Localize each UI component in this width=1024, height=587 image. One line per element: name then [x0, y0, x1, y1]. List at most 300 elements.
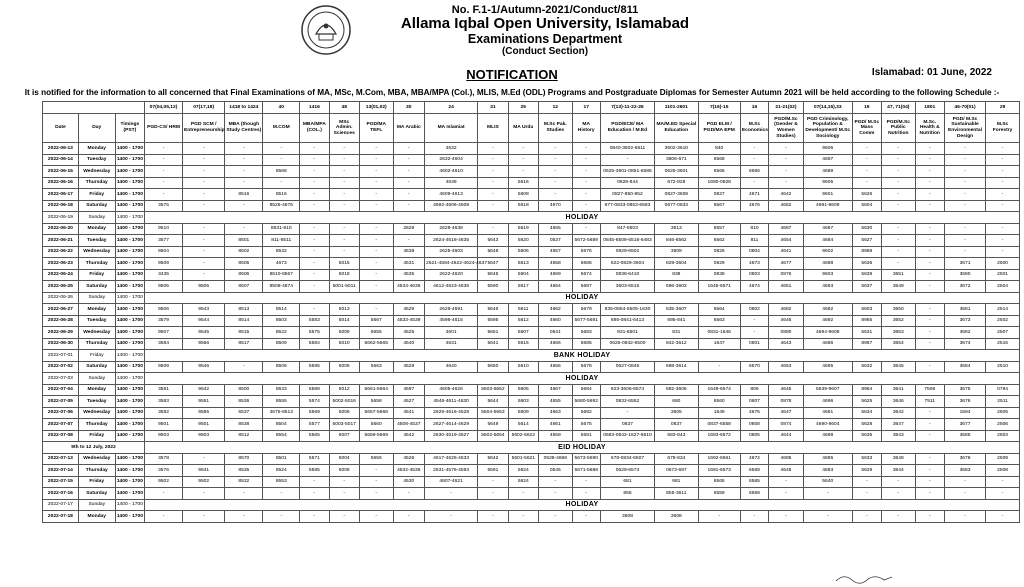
paper-code-cell: 5004	[329, 453, 359, 465]
paper-code-cell: -	[944, 223, 985, 235]
paper-code-cell: 8967	[852, 338, 881, 350]
paper-code-cell: 9602	[803, 246, 852, 258]
paper-code-cell: 8509	[263, 338, 300, 350]
timing-cell: 1400 - 1700	[115, 373, 144, 385]
paper-code-cell: 4657	[538, 246, 572, 258]
paper-code-cell: 4687	[769, 223, 804, 235]
paper-code-cell: -	[300, 511, 329, 523]
paper-code-cell: -	[359, 200, 393, 212]
paper-code-cell: 4670	[538, 200, 572, 212]
notification-title: NOTIFICATION	[466, 67, 558, 82]
paper-code-cell: 3605	[655, 407, 698, 419]
paper-code-cell: 5503-5652	[478, 384, 508, 396]
paper-code-cell: 6564	[698, 304, 740, 316]
timing-cell: 1400 - 1700	[115, 189, 144, 201]
paper-code-cell: 5001-5011	[329, 281, 359, 293]
paper-code-cell: 4541	[393, 407, 424, 419]
paper-code-cell: -	[329, 166, 359, 178]
paper-code-cell: 0829	[698, 258, 740, 270]
paper-code-cell: 5590	[478, 281, 508, 293]
paper-code-cell: 5625	[852, 396, 881, 408]
schedule-row	[43, 453, 1020, 465]
paper-code-cell: 5604	[508, 269, 538, 281]
schedule-row	[43, 223, 1020, 235]
paper-code-cell: -	[769, 154, 804, 166]
timing-cell: 1400 - 1700	[115, 246, 144, 258]
paper-code-cell: 8526-4676	[263, 200, 300, 212]
paper-code-cell: 5569	[300, 407, 329, 419]
paper-code-cell: 3685	[944, 430, 985, 442]
paper-code-cell: 5005	[329, 361, 359, 373]
paper-code-cell: 840	[698, 143, 740, 155]
paper-code-cell: -	[881, 511, 915, 523]
paper-code-cell: 3647	[881, 419, 915, 431]
paper-code-cell: 2624-4618-4635	[425, 235, 478, 247]
date-cell: 2022-06-13	[43, 143, 79, 155]
date-cell: 2022-06-29	[43, 327, 79, 339]
paper-code-cell: 835-0854-6505-1630	[600, 304, 654, 316]
paper-code-cell: -	[915, 154, 944, 166]
paper-code-cell: 3646	[881, 396, 915, 408]
paper-code-cell: 5656	[359, 453, 393, 465]
day-cell: Wednesday	[78, 166, 115, 178]
paper-code-cell: -	[769, 166, 804, 178]
paper-code-cell: 2516	[986, 338, 1020, 350]
paper-code-cell: 4535	[393, 269, 424, 281]
paper-code-cell: 2628	[393, 223, 424, 235]
paper-code-cell: 5595	[478, 315, 508, 327]
paper-code-cell: 3651	[881, 269, 915, 281]
column-header: PGD/ M.Sc Sustainable Environmental Design	[944, 114, 985, 143]
paper-code-cell: 5680-5692	[572, 396, 600, 408]
paper-code-cell: -	[944, 166, 985, 178]
paper-code-cell: -	[915, 315, 944, 327]
paper-code-cell: 4542	[393, 430, 424, 442]
paper-code-cell: 698-3614	[655, 361, 698, 373]
paper-code-cell: 8504	[263, 419, 300, 431]
date-cell: 2022-07-15	[43, 476, 79, 488]
paper-code-cell: 4690-9604	[803, 419, 852, 431]
paper-code-cell: 4662	[538, 304, 572, 316]
paper-code-cell: -	[183, 154, 225, 166]
paper-code-cell: -	[329, 246, 359, 258]
paper-code-cell: 5608	[508, 189, 538, 201]
paper-code-cell: 3608	[600, 511, 654, 523]
paper-code-cell: 5686	[572, 258, 600, 270]
paper-code-cell: 2500	[986, 258, 1020, 270]
paper-code-cell: 3578	[145, 453, 183, 465]
day-cell: Saturday	[78, 200, 115, 212]
paper-code-cell: 3584	[145, 338, 183, 350]
paper-code-cell: 683-843	[655, 430, 698, 442]
paper-code-cell: 5675	[572, 419, 600, 431]
paper-code-cell: 6562	[698, 235, 740, 247]
paper-code-cell: -	[359, 143, 393, 155]
paper-code-cell: 3674	[944, 338, 985, 350]
date-cell: 2022-06-19	[43, 212, 79, 224]
timing-cell: 1400 - 1700	[115, 476, 144, 488]
date-cell: 2022-06-22	[43, 246, 79, 258]
paper-code-cell: -	[740, 154, 768, 166]
paper-code-cell: 0805	[740, 430, 768, 442]
paper-code-cell: 3677	[944, 419, 985, 431]
paper-code-cell: 4652	[769, 200, 804, 212]
paper-code-cell: 9546	[183, 361, 225, 373]
date-cell: 2022-07-08	[43, 430, 79, 442]
paper-code-cell: 3675	[944, 384, 985, 396]
paper-code-cell: 3583	[145, 396, 183, 408]
paper-code-cell: 2503	[986, 430, 1020, 442]
column-header: MA Islamiat	[425, 114, 478, 143]
paper-code-cell: -	[915, 189, 944, 201]
paper-code-cell: 9541	[183, 465, 225, 477]
paper-code-cell: 2507	[986, 327, 1020, 339]
timing-cell: 1400 - 1700	[115, 396, 144, 408]
course-code-cell: 19	[852, 102, 881, 114]
paper-code-cell: 9507	[145, 327, 183, 339]
day-cell: Friday	[78, 476, 115, 488]
paper-code-cell: 2504	[986, 281, 1020, 293]
paper-code-cell: 4684	[803, 235, 852, 247]
paper-code-cell: 672-828	[655, 177, 698, 189]
day-cell: Wednesday	[78, 327, 115, 339]
course-code-cell: 40	[263, 102, 300, 114]
paper-code-cell: 6537	[225, 407, 263, 419]
paper-code-cell: -	[145, 154, 183, 166]
paper-code-cell: 9502	[145, 476, 183, 488]
paper-code-cell: 4641	[769, 246, 804, 258]
paper-code-cell: 8502	[225, 246, 263, 258]
paper-code-cell: 8524	[263, 465, 300, 477]
paper-code-cell: 4687	[803, 223, 852, 235]
paper-code-cell: -	[478, 511, 508, 523]
paper-code-cell: 682-3606	[655, 384, 698, 396]
column-header: MSc Admin. Sciences	[329, 114, 359, 143]
paper-code-cell: 4617-4625-4633	[425, 453, 478, 465]
paper-code-cell: 2630-4619-4627	[425, 430, 478, 442]
paper-code-cell: -	[300, 177, 329, 189]
intro-paragraph: It is notified for the information to all concerned that Final Examinations of MA, MSc, M.Com, MBA, MBA/MPA (Col.), MLIS, M.Ed (ODL) Programs and Postgraduate Diplomas for Semester Autumn 2021 will be held according to the following Schedule :-	[24, 88, 1000, 97]
paper-code-cell: -	[740, 143, 768, 155]
paper-code-cell: 5612	[508, 315, 538, 327]
paper-code-cell: 4529	[393, 304, 424, 316]
day-cell: Friday	[78, 189, 115, 201]
paper-code-cell: 4661	[538, 419, 572, 431]
paper-code-cell: 4643	[769, 338, 804, 350]
paper-code-cell: 5502-5654	[478, 430, 508, 442]
paper-code-cell: 5010	[329, 338, 359, 350]
paper-code-cell: -	[359, 177, 393, 189]
paper-code-cell: 4698	[803, 430, 852, 442]
paper-code-cell: 3576	[145, 465, 183, 477]
paper-code-cell: 681	[600, 476, 654, 488]
date-cell: 2022-06-23	[43, 258, 79, 270]
paper-code-cell: 0827-850-852	[600, 189, 654, 201]
paper-code-cell: 3671	[944, 258, 985, 270]
paper-code-cell: -	[881, 166, 915, 178]
day-cell: Thursday	[78, 419, 115, 431]
paper-code-cell: 3602-3610	[655, 143, 698, 155]
paper-code-cell: -	[852, 143, 881, 155]
paper-code-cell: -	[769, 143, 804, 155]
paper-code-cell: 5613	[508, 258, 538, 270]
column-header: M.Sc Economics	[740, 114, 768, 143]
column-header: Day	[78, 114, 115, 143]
paper-code-cell: 5658	[359, 396, 393, 408]
paper-code-cell: -	[698, 511, 740, 523]
day-cell: Thursday	[78, 177, 115, 189]
schedule-row	[43, 488, 1020, 500]
paper-code-cell: 5633	[852, 453, 881, 465]
paper-code-cell: -	[986, 511, 1020, 523]
paper-code-cell: -	[183, 143, 225, 155]
paper-code-cell: 5638	[852, 269, 881, 281]
paper-code-cell: 8501	[263, 453, 300, 465]
timing-cell: 1400 - 1700	[115, 315, 144, 327]
paper-code-cell: -	[183, 200, 225, 212]
paper-code-cell: -	[225, 223, 263, 235]
schedule-row	[43, 315, 1020, 327]
paper-code-cell: 6565	[740, 476, 768, 488]
paper-code-cell: 0537	[538, 235, 572, 247]
course-code-cell: 13(01,02)	[359, 102, 393, 114]
paper-code-cell: -	[359, 258, 393, 270]
paper-code-cell: -	[915, 407, 944, 419]
day-cell: Sunday	[78, 212, 115, 224]
paper-code-cell: 1647	[698, 338, 740, 350]
paper-code-cell: -	[915, 419, 944, 431]
paper-code-cell: -	[881, 488, 915, 500]
paper-code-cell: 8512	[225, 430, 263, 442]
paper-code-cell: 680	[655, 396, 698, 408]
timing-cell: 1400 - 1700	[115, 212, 144, 224]
paper-code-cell: 5662-5665	[359, 338, 393, 350]
paper-code-cell: -	[393, 166, 424, 178]
paper-code-cell: 6563	[698, 315, 740, 327]
day-cell: Friday	[78, 269, 115, 281]
day-cell: Friday	[78, 350, 115, 362]
paper-code-cell: -	[300, 189, 329, 201]
paper-code-cell: 1693-6572	[698, 430, 740, 442]
section-name: (Conduct Section)	[501, 46, 589, 58]
schedule-row	[43, 361, 1020, 373]
paper-code-cell: 4651	[769, 281, 804, 293]
day-cell: Sunday	[78, 373, 115, 385]
paper-code-cell: 4674	[740, 281, 768, 293]
paper-code-cell: -	[572, 143, 600, 155]
paper-code-cell: 3608	[655, 511, 698, 523]
paper-code-cell: -	[740, 315, 768, 327]
timing-cell: 1400 - 1700	[115, 407, 144, 419]
paper-code-cell: -	[225, 511, 263, 523]
paper-code-cell: 8507	[225, 281, 263, 293]
paper-code-cell: 1691-6573	[698, 465, 740, 477]
paper-code-cell: -	[572, 200, 600, 212]
date-cell: 2022-07-14	[43, 465, 79, 477]
course-code-cell: 16	[740, 102, 768, 114]
paper-code-cell: -	[986, 488, 1020, 500]
paper-code-cell: 4525	[393, 327, 424, 339]
paper-code-cell: 5574	[300, 396, 329, 408]
column-header: M.Sc Forestry	[986, 114, 1020, 143]
paper-code-cell: 4659	[538, 430, 572, 442]
paper-code-cell: 4642	[769, 189, 804, 201]
paper-code-cell: 3678	[944, 453, 985, 465]
university-seal-icon	[300, 4, 352, 56]
paper-code-cell: 4605-4626	[425, 384, 478, 396]
paper-code-cell: 5584	[300, 338, 329, 350]
paper-code-cell: 4686	[803, 338, 852, 350]
paper-code-cell: 2502	[986, 315, 1020, 327]
day-cell: Friday	[78, 430, 115, 442]
paper-code-cell: -	[538, 511, 572, 523]
course-code-cell: 48	[329, 102, 359, 114]
paper-code-cell: 1692-6561	[698, 453, 740, 465]
paper-code-cell: 5575	[300, 327, 329, 339]
paper-code-cell: 8554	[263, 430, 300, 442]
paper-code-cell: 5012	[329, 384, 359, 396]
paper-code-cell: 8516	[225, 189, 263, 201]
paper-code-cell: 842-3612	[655, 338, 698, 350]
paper-code-cell: 0838	[698, 269, 740, 281]
paper-code-cell: -	[183, 166, 225, 178]
paper-code-cell: -	[393, 235, 424, 247]
paper-code-cell: -	[329, 189, 359, 201]
paper-code-cell: 3684	[944, 361, 985, 373]
paper-code-cell: 8514	[225, 315, 263, 327]
paper-code-cell: -	[225, 154, 263, 166]
paper-code-cell: 0874	[769, 419, 804, 431]
paper-code-cell: 5655	[359, 327, 393, 339]
paper-code-cell: 0827-3608	[655, 189, 698, 201]
paper-code-cell: 5577	[300, 419, 329, 431]
paper-code-cell: 6566	[698, 166, 740, 178]
paper-code-cell: 7508	[915, 384, 944, 396]
timing-cell: 1400 - 1700	[115, 292, 144, 304]
paper-code-cell: -	[915, 304, 944, 316]
paper-code-cell: -	[915, 269, 944, 281]
paper-code-cell: -	[145, 143, 183, 155]
paper-code-cell: -	[944, 488, 985, 500]
paper-code-cell: 811-8511	[263, 235, 300, 247]
paper-code-cell: 3682	[944, 327, 985, 339]
timing-cell: 1400 - 1700	[115, 384, 144, 396]
paper-code-cell: 5504-5653	[478, 407, 508, 419]
column-header: PGD/M.Sc Public Nutrition	[881, 114, 915, 143]
day-cell: Thursday	[78, 258, 115, 270]
paper-code-cell: 622-0829-3604	[600, 258, 654, 270]
paper-code-cell: 5643	[478, 235, 508, 247]
paper-code-cell: 9504	[145, 246, 183, 258]
paper-code-cell: 5684	[572, 384, 600, 396]
paper-code-cell: 5007	[329, 430, 359, 442]
paper-code-cell: 3681	[944, 304, 985, 316]
paper-code-cell: 4656	[538, 361, 572, 373]
paper-code-cell: -	[225, 143, 263, 155]
paper-code-cell: 4533-4539	[393, 315, 424, 327]
holiday-label: HOLIDAY	[145, 499, 1020, 511]
paper-code-cell: -	[359, 269, 393, 281]
timing-cell: 1400 - 1700	[115, 430, 144, 442]
holiday-row	[43, 499, 1020, 511]
schedule-row	[43, 304, 1020, 316]
paper-code-cell: -	[359, 189, 393, 201]
day-cell: Thursday	[78, 465, 115, 477]
paper-code-cell: 4682	[769, 304, 804, 316]
paper-code-cell: 4676	[740, 200, 768, 212]
timing-cell: 1400 - 1700	[115, 511, 144, 523]
column-header: M.Sc. Health & Nutrition	[915, 114, 944, 143]
paper-code-cell: 3644	[881, 465, 915, 477]
paper-code-cell: 0538-4668	[538, 453, 572, 465]
paper-code-cell: 3653	[881, 327, 915, 339]
paper-code-cell: 9509	[145, 258, 183, 270]
paper-code-cell: 4660	[538, 315, 572, 327]
paper-code-cell: 4546-4611-4630	[425, 396, 478, 408]
course-code-cell: 07(04,05,12)	[145, 102, 183, 114]
paper-code-cell: -	[881, 189, 915, 201]
paper-code-cell: 0629-6573	[600, 465, 654, 477]
paper-code-cell: 829-3604	[655, 258, 698, 270]
paper-code-cell: -	[915, 223, 944, 235]
paper-code-cell: 8522	[263, 327, 300, 339]
paper-code-cell: -	[508, 166, 538, 178]
column-header: Date	[43, 114, 79, 143]
date-cell: 2022-06-21	[43, 235, 79, 247]
paper-code-cell: 5635	[852, 430, 881, 442]
paper-code-cell: -	[300, 200, 329, 212]
paper-code-cell: 3641	[881, 384, 915, 396]
paper-code-cell: -	[986, 246, 1020, 258]
paper-code-cell: -	[881, 143, 915, 155]
date-cell: 2022-06-20	[43, 223, 79, 235]
paper-code-cell: -	[183, 177, 225, 189]
paper-code-cell: 0804	[740, 246, 768, 258]
paper-code-cell: 4689	[803, 166, 852, 178]
paper-code-cell: 8532	[225, 476, 263, 488]
paper-code-cell: -	[225, 177, 263, 189]
paper-code-cell: -	[145, 488, 183, 500]
paper-code-cell: -	[852, 154, 881, 166]
column-header: MA History	[572, 114, 600, 143]
paper-code-cell: 2506	[986, 419, 1020, 431]
paper-code-cell: -	[300, 154, 329, 166]
paper-code-cell: -	[145, 166, 183, 178]
paper-code-cell: 5640	[803, 476, 852, 488]
paper-code-cell: 4527	[393, 396, 424, 408]
paper-code-cell: 677-0833-0853-6583	[600, 200, 654, 212]
timing-cell: 1400 - 1700	[115, 166, 144, 178]
course-code-cell: 07(14,15),33	[803, 102, 852, 114]
schedule-row	[43, 235, 1020, 247]
paper-code-cell: 3582	[145, 407, 183, 419]
paper-code-cell: 0845-6509-6516-6483	[600, 235, 654, 247]
column-header: MBA/MPA (COL.)	[300, 114, 329, 143]
column-header: PGD ELM / PGD/MA EPM	[698, 114, 740, 143]
holiday-row	[43, 212, 1020, 224]
paper-code-cell: -	[183, 235, 225, 247]
paper-code-cell: -	[329, 177, 359, 189]
paper-code-cell: 5610	[508, 361, 538, 373]
paper-code-cell: 4671	[740, 189, 768, 201]
paper-code-cell: 5583	[300, 315, 329, 327]
date-cell: 2022-06-18	[43, 200, 79, 212]
paper-code-cell: 4602-4610	[425, 166, 478, 178]
paper-code-cell: 4691-9609	[803, 200, 852, 212]
paper-code-cell: 6570	[740, 361, 768, 373]
schedule-row	[43, 246, 1020, 258]
paper-code-cell: 4683	[803, 465, 852, 477]
